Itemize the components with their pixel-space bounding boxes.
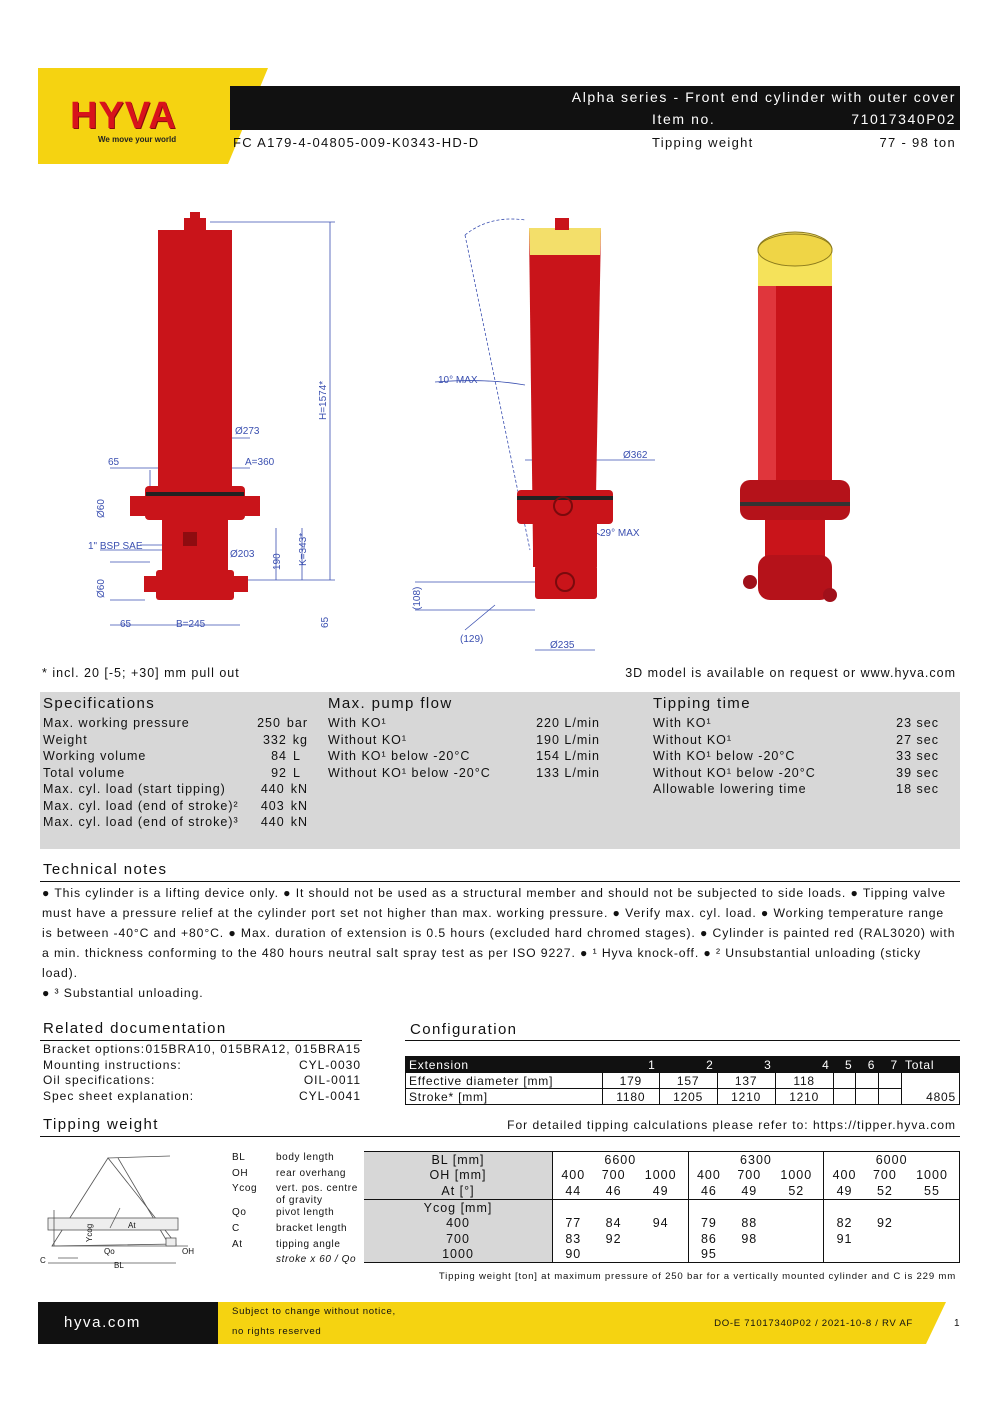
tw-weight-value: 84	[605, 1216, 622, 1231]
tw-data-row	[364, 1215, 960, 1231]
spec-value: 403	[260, 798, 285, 813]
tw-oh-value: 1000	[905, 1168, 960, 1184]
spec-row	[43, 749, 308, 766]
tw-weight-value: 92	[876, 1216, 893, 1231]
spec-label: Max. cyl. load (end of stroke)²	[43, 798, 239, 813]
config-cell: 1210	[775, 1089, 833, 1105]
tw-ycog-value: 1000	[364, 1247, 553, 1263]
tipping-weight-label: Tipping weight	[652, 135, 754, 150]
tw-weight-value: 83	[553, 1231, 594, 1247]
dim-bsp-port: 1" BSP SAE	[88, 541, 143, 552]
tw-oh-value: 400	[553, 1168, 594, 1184]
legend-code: BL	[232, 1152, 246, 1163]
spec-value: 133 L/min	[536, 765, 600, 780]
config-cell	[833, 1089, 856, 1105]
legend-code: Qo	[232, 1207, 247, 1219]
tw-weight-value: 88	[741, 1216, 758, 1231]
legend-text: tipping angle	[276, 1238, 341, 1250]
doc-label: Bracket options:	[43, 1042, 146, 1056]
spec-value: 18 sec	[896, 782, 939, 796]
technical-notes-title: Technical notes	[43, 861, 168, 878]
configuration-title: Configuration	[410, 1021, 518, 1038]
dim-dia-60-top: Ø60	[96, 499, 107, 518]
legend-code: OH	[232, 1167, 249, 1179]
hyva-logo	[70, 96, 195, 148]
config-row-label: Stroke* [mm]	[406, 1089, 603, 1105]
product-code: FC A179-4-04805-009-K0343-HD-D	[233, 135, 480, 150]
spec-value: 440	[260, 815, 285, 829]
tw-empty-cell	[769, 1199, 823, 1215]
doc-row	[43, 1042, 361, 1058]
footer-doc-ref: DO-E 71017340P02 / 2021-10-8 / RV AF	[714, 1318, 913, 1329]
legend-row	[232, 1223, 362, 1239]
tw-oh-row	[364, 1168, 960, 1184]
tw-bl-value: 6300	[688, 1152, 824, 1168]
spec-row	[328, 716, 602, 733]
spec-row	[43, 716, 308, 733]
doc-row	[43, 1058, 361, 1074]
spec-label: With KO¹ below -20°C	[328, 749, 471, 763]
note-line: is between -40°C and +80°C. ● Max. duration of extension is 0.5 hours (excluded hard chromed stages). ● Cylinder is painted red (RAL3020) with	[42, 926, 956, 940]
tw-bl-row	[364, 1152, 960, 1168]
spec-value: 27 sec	[896, 732, 939, 747]
spec-value: 250	[257, 716, 281, 730]
diagram-label-ycog: Ycog	[85, 1223, 94, 1242]
note-line: ● This cylinder is a lifting device only. ● It should not be used as a structural member and should not be subjected to side loads. ● Tipping valve	[42, 886, 946, 900]
tw-weight-value	[865, 1231, 905, 1247]
config-header-cell: 3	[717, 1057, 775, 1073]
tw-weight-value	[824, 1247, 865, 1263]
tw-empty-cell	[824, 1199, 865, 1215]
footnote-3d-model: 3D model is available on request or www.hyva.com	[625, 666, 956, 680]
tw-at-value: 52	[876, 1183, 893, 1198]
tw-bl-value: 6000	[824, 1152, 960, 1168]
tw-at-value: 46	[688, 1183, 729, 1199]
spec-row	[653, 749, 940, 766]
doc-row	[43, 1073, 361, 1089]
config-header-cell: 4	[775, 1057, 833, 1073]
legend-formula: stroke x 60 / Qo	[276, 1254, 357, 1266]
legend-code: At	[232, 1238, 243, 1250]
spec-value: 440	[260, 782, 285, 796]
footnote-pull-out: * incl. 20 [-5; +30] mm pull out	[42, 666, 240, 680]
dim-65-bottom: 65	[120, 619, 132, 630]
spec-row	[43, 733, 308, 750]
config-total: 4805	[901, 1073, 959, 1105]
spec-row	[328, 766, 602, 783]
dim-dia-273: Ø273	[235, 426, 260, 437]
tw-weight-value	[769, 1231, 823, 1247]
tipping-legend	[232, 1152, 362, 1270]
tipping-time-list	[653, 716, 940, 799]
dim-190: 190	[272, 553, 283, 570]
config-cell: 1210	[717, 1089, 775, 1105]
tw-oh-value: 700	[601, 1168, 626, 1183]
tw-ycog-value: 400	[364, 1215, 553, 1231]
spec-row	[653, 782, 940, 799]
tw-at-value: 46	[605, 1183, 622, 1198]
spec-row	[653, 733, 940, 750]
spec-row	[328, 749, 602, 766]
spec-label: With KO¹ below -20°C	[653, 749, 796, 763]
dim-108: (108)	[412, 586, 423, 610]
config-stroke-row	[406, 1089, 960, 1105]
tipping-weight-rule	[40, 1136, 960, 1137]
spec-unit: L	[293, 765, 301, 780]
spec-row	[328, 733, 602, 750]
pump-title: Max. pump flow	[328, 695, 453, 712]
config-cell	[833, 1073, 856, 1089]
tw-at-value: 49	[652, 1183, 669, 1198]
cylinder-3d-render	[730, 210, 870, 620]
tw-weight-value: 90	[553, 1247, 594, 1263]
configuration-table	[405, 1056, 960, 1105]
dim-dia-362: Ø362	[623, 450, 648, 461]
config-header-cell: 5	[833, 1057, 856, 1073]
diagram-label-oh: OH	[182, 1247, 194, 1256]
diagram-label-qo: Qo	[104, 1247, 115, 1256]
tw-weight-value: 95	[688, 1247, 729, 1263]
spec-unit: bar	[286, 716, 308, 730]
config-row-label: Effective diameter [mm]	[406, 1073, 603, 1089]
tw-weight-value: 79	[688, 1215, 729, 1231]
tipping-caption: Tipping weight [ton] at maximum pressure of 250 bar for a vertically mounted cylinder and C is 229 mm	[438, 1271, 956, 1282]
spec-row	[43, 799, 308, 816]
config-header-cell: 2	[659, 1057, 717, 1073]
config-header-cell: 6	[856, 1057, 879, 1073]
tw-weight-value	[769, 1247, 823, 1263]
tw-oh-value: 400	[824, 1168, 865, 1184]
note-line: must have a pressure relief at the cylinder port set not higher than max. working pressure. ● Verify max. cyl. load. ● Working temperature range	[42, 906, 945, 920]
tw-weight-value: 98	[741, 1231, 758, 1246]
legend-code: C	[232, 1223, 240, 1235]
spec-row	[43, 815, 308, 832]
tw-weight-value	[865, 1247, 905, 1263]
tw-at-row	[364, 1183, 960, 1199]
spec-value: 190 L/min	[536, 732, 600, 747]
legend-row	[232, 1183, 362, 1207]
footer-site[interactable]: hyva.com	[64, 1314, 141, 1331]
legend-text: vert. pos. centre of gravity	[276, 1183, 358, 1207]
tw-oh-value: 1000	[644, 1168, 677, 1183]
tw-at-value: 49	[741, 1183, 758, 1198]
spec-value: 92	[271, 765, 287, 780]
tw-weight-value	[769, 1215, 823, 1231]
tw-weight-value	[729, 1247, 769, 1263]
spec-value: 84	[271, 749, 287, 763]
doc-value[interactable]: OIL-0011	[303, 1073, 361, 1087]
config-cell: 179	[603, 1073, 660, 1089]
spec-label: Without KO¹	[328, 732, 408, 747]
legend-row	[232, 1168, 362, 1184]
config-cell: 157	[659, 1073, 717, 1089]
logo-tagline: We move your world	[98, 135, 177, 144]
dim-dia-203: Ø203	[230, 549, 255, 560]
tw-oh-value: 700	[872, 1168, 897, 1183]
dim-h: H=1574*	[318, 380, 329, 420]
doc-value[interactable]: CYL-0041	[298, 1088, 361, 1103]
tw-weight-value	[634, 1247, 688, 1263]
config-cell	[856, 1089, 879, 1105]
footer-notice-2: no rights reserved	[232, 1326, 322, 1337]
spec-label: Max. cyl. load (end of stroke)³	[43, 815, 239, 829]
tipping-weight-value: 77 - 98 ton	[879, 135, 956, 150]
spec-label: Without KO¹ below -20°C	[328, 765, 491, 780]
config-cell	[879, 1089, 902, 1105]
legend-row	[232, 1254, 362, 1270]
dim-dia-235: Ø235	[550, 640, 575, 651]
tipper-link[interactable]: For detailed tipping calculations please refer to: https://tipper.hyva.com	[507, 1118, 956, 1132]
tw-empty-cell	[905, 1199, 960, 1215]
page-number: 1	[954, 1318, 960, 1329]
tw-weight-value	[905, 1247, 960, 1263]
tw-empty-cell	[634, 1199, 688, 1215]
tw-at-value: 49	[824, 1183, 865, 1199]
spec-value: 220 L/min	[536, 716, 600, 730]
legend-code: Ycog	[232, 1183, 258, 1195]
tw-weight-value	[905, 1215, 960, 1231]
spec-label: Max. working pressure	[43, 716, 190, 730]
spec-value: 39 sec	[896, 765, 939, 780]
diagram-label-c: C	[40, 1256, 46, 1265]
tw-oh-value: 400	[688, 1168, 729, 1184]
specs-title: Specifications	[43, 695, 156, 712]
config-diameter-row	[406, 1073, 960, 1089]
dim-65-side: 65	[320, 616, 331, 628]
tw-data-row	[364, 1231, 960, 1247]
diagram-label-at: At	[128, 1221, 136, 1230]
tw-ycog-row	[364, 1199, 960, 1215]
tipping-time-title: Tipping time	[653, 695, 751, 712]
tw-bl-value: 6600	[553, 1152, 689, 1168]
spec-label: Without KO¹ below -20°C	[653, 765, 816, 780]
tw-ycog-label: Ycog [mm]	[364, 1199, 553, 1215]
spec-label: With KO¹	[328, 716, 387, 730]
spec-value: 33 sec	[896, 749, 939, 763]
dim-dia-60-bottom: Ø60	[96, 579, 107, 598]
config-cell: 137	[717, 1073, 775, 1089]
config-cell: 1180	[603, 1089, 660, 1105]
dim-a: A=360	[245, 457, 275, 468]
doc-title: Alpha series - Front end cylinder with outer cover	[571, 89, 956, 105]
tw-weight-value	[634, 1231, 688, 1247]
tw-at-value: 55	[905, 1183, 960, 1199]
spec-value: 154 L/min	[536, 749, 600, 763]
tipping-weight-table	[364, 1151, 960, 1263]
spec-row	[43, 766, 308, 783]
spec-label: With KO¹	[653, 716, 712, 730]
logo-text: HYVA	[70, 95, 177, 137]
related-docs-title: Related documentation	[43, 1020, 227, 1037]
tw-empty-cell	[594, 1199, 634, 1215]
diagram-label-bl: BL	[114, 1261, 124, 1270]
config-cell	[856, 1073, 879, 1089]
legend-text: body length	[276, 1152, 335, 1163]
config-header-cell: Extension	[406, 1057, 603, 1073]
tw-at-value: 52	[788, 1183, 805, 1198]
tw-oh-value: 1000	[780, 1168, 813, 1183]
spec-unit: kg	[292, 732, 308, 747]
config-header-cell: 1	[603, 1057, 660, 1073]
tw-oh-label: OH [mm]	[364, 1168, 553, 1184]
doc-value[interactable]: CYL-0030	[298, 1057, 361, 1072]
tw-weight-value: 82	[824, 1215, 865, 1231]
tw-weight-value	[594, 1247, 634, 1263]
dim-k: K=343*	[298, 532, 309, 566]
spec-unit: L	[293, 749, 301, 763]
configuration-rule	[405, 1040, 960, 1041]
legend-row	[232, 1239, 362, 1255]
spec-value: 332	[262, 732, 287, 747]
related-docs-list	[43, 1042, 361, 1104]
legend-text: pivot length	[276, 1207, 335, 1219]
doc-value[interactable]: 015BRA10, 015BRA12, 015BRA15	[145, 1042, 361, 1056]
config-cell: 118	[775, 1073, 833, 1089]
spec-unit: kN	[290, 798, 308, 813]
tw-empty-cell	[729, 1199, 769, 1215]
tw-oh-value: 700	[737, 1168, 762, 1183]
config-header-cell: 7	[879, 1057, 902, 1073]
tw-at-value: 44	[553, 1183, 594, 1199]
tw-weight-value: 94	[652, 1216, 669, 1231]
config-cell: 1205	[659, 1089, 717, 1105]
config-header-cell: Total	[901, 1057, 959, 1073]
dim-65-top: 65	[108, 457, 120, 468]
cylinder-side-drawing	[405, 210, 665, 660]
tw-weight-value: 92	[605, 1231, 622, 1246]
tw-weight-value: 91	[824, 1231, 865, 1247]
tw-data-row	[364, 1247, 960, 1263]
tipping-weight-title: Tipping weight	[43, 1116, 159, 1133]
spec-label: Weight	[43, 732, 88, 747]
tw-empty-cell	[688, 1199, 729, 1215]
spec-row	[653, 716, 940, 733]
technical-notes-rule	[40, 881, 960, 882]
tipping-geometry-diagram	[38, 1148, 228, 1270]
doc-row	[43, 1089, 361, 1105]
tw-weight-value: 77	[553, 1215, 594, 1231]
specs-list	[43, 716, 308, 832]
tw-empty-cell	[865, 1199, 905, 1215]
doc-label: Oil specifications:	[43, 1073, 156, 1087]
tw-weight-value: 86	[688, 1231, 729, 1247]
doc-label: Mounting instructions:	[43, 1057, 182, 1072]
item-number: 71017340P02	[851, 111, 956, 127]
legend-row	[232, 1152, 362, 1168]
legend-row	[232, 1207, 362, 1223]
spec-unit: kN	[290, 782, 308, 796]
doc-label: Spec sheet explanation:	[43, 1088, 195, 1103]
spec-unit: kN	[290, 815, 308, 829]
spec-label: Max. cyl. load (start tipping)	[43, 782, 226, 796]
cylinder-front-drawing	[80, 210, 350, 640]
tw-bl-label: BL [mm]	[364, 1152, 553, 1168]
spec-row	[653, 766, 940, 783]
note-line: a min. thickness conforming to the 480 hours neutral salt spray test as per ISO 9227. ● ¹ Hyva knock-off. ● ² Unsubstantial unloading (sticky load).	[42, 946, 922, 980]
spec-label: Total volume	[43, 765, 126, 780]
spec-value: 23 sec	[896, 716, 939, 730]
dim-tilt-max: 10° MAX	[438, 375, 478, 386]
legend-text: rear overhang	[276, 1167, 347, 1179]
spec-label: Working volume	[43, 749, 147, 763]
related-docs-rule	[40, 1040, 362, 1041]
tw-at-label: At [°]	[364, 1183, 553, 1199]
footer-notice-1: Subject to change without notice,	[232, 1306, 396, 1317]
dim-129: (129)	[460, 634, 484, 645]
spec-label: Without KO¹	[653, 732, 733, 747]
legend-text: bracket length	[276, 1223, 348, 1235]
technical-notes-body	[42, 883, 960, 1003]
configuration-header-row	[406, 1057, 960, 1073]
tw-ycog-value: 700	[364, 1231, 553, 1247]
dim-b: B=245	[176, 619, 206, 630]
tw-weight-value	[905, 1231, 960, 1247]
dim-swing-max: 29° MAX	[600, 528, 640, 539]
pump-list	[328, 716, 602, 782]
item-label: Item no.	[652, 111, 716, 127]
note-line: ● ³ Substantial unloading.	[42, 986, 204, 1000]
tw-empty-cell	[553, 1199, 594, 1215]
spec-row	[43, 782, 308, 799]
config-cell	[879, 1073, 902, 1089]
spec-label: Allowable lowering time	[653, 782, 807, 796]
